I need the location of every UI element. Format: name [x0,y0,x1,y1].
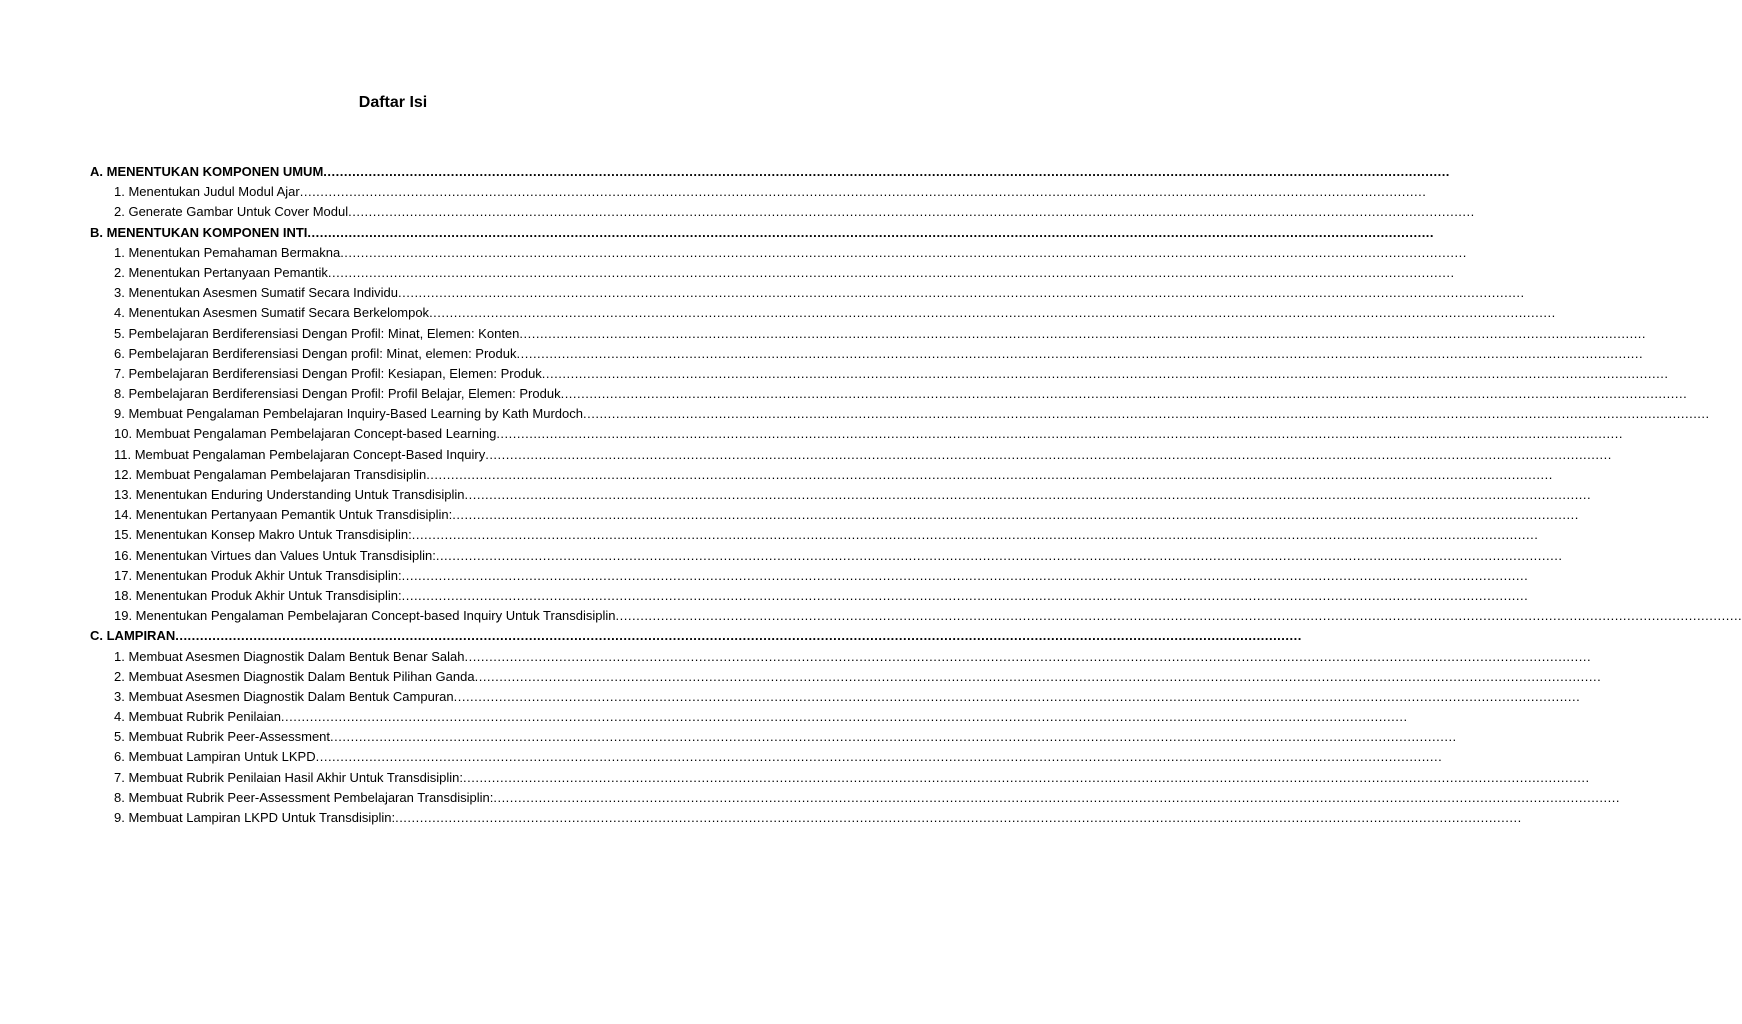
toc-entry[interactable] [0,647,1592,667]
toc-entry-label: 19. Menentukan Pengalaman Pembelajaran Concept-based Inquiry Untuk Transdisiplin [114,608,616,624]
toc-entry[interactable] [0,384,1688,404]
toc-entry[interactable] [0,667,1602,687]
toc-section-label: C. LAMPIRAN [90,628,176,644]
toc-entry[interactable] [0,303,1556,323]
toc-entry-label: 7. Membuat Rubrik Penilaian Hasil Akhir Untuk Transdisiplin: [114,769,463,785]
toc-entry-label: 3. Menentukan Asesmen Sumatif Secara Individu [114,285,398,301]
toc-entry-label: 10. Membuat Pengalaman Pembelajaran Concept-based Learning [114,426,497,442]
dot-leader: .................................................................................................................................................................................................................................................................................. [323,164,1450,179]
toc-entry-label: 6. Pembelajaran Berdiferensiasi Dengan profil: Minat, elemen: Produk [114,345,517,361]
toc-entry[interactable] [0,546,1563,566]
toc-entry-label: 2. Menentukan Pertanyaan Pemantik [114,264,328,280]
toc-entry-label: 13. Menentukan Enduring Understanding Untuk Transdisiplin [114,487,465,502]
toc-entry[interactable] [0,747,1443,767]
toc-entry-label: 4. Menentukan Asesmen Sumatif Secara Berkelompok [114,305,430,321]
dot-leader: .................................................................................................................................................................................................................................................................................. [299,184,1427,200]
dot-leader: .................................................................................................................................................................................................................................................................................. [452,507,1579,523]
toc-entry-label: 5. Membuat Rubrik Peer-Assessment [114,729,331,745]
toc-section-label: A. MENENTUKAN KOMPONEN UMUM [90,164,324,179]
dot-leader: .................................................................................................................................................................................................................................................................................. [516,345,1644,361]
dot-leader: .................................................................................................................................................................................................................................................................................. [474,668,1602,684]
table-of-contents [0,162,1742,828]
toc-entry-label: 1. Membuat Asesmen Diagnostik Dalam Bentuk Benar Salah [114,648,465,664]
toc-entry[interactable] [0,182,1427,202]
toc-entry[interactable] [0,263,1455,283]
toc-entry-label: 1. Menentukan Pemahaman Bermakna [114,244,341,260]
toc-entry-label: 5. Pembelajaran Berdiferensiasi Dengan Profil: Minat, Elemen: Konten [114,325,520,341]
toc-entry[interactable] [0,788,1620,808]
toc-entry[interactable] [0,283,1525,303]
toc-entry-label: 3. Membuat Asesmen Diagnostik Dalam Bentuk Campuran [114,688,454,704]
toc-entry[interactable] [0,404,1710,424]
toc-entry-label: 17. Menentukan Produk Akhir Untuk Transdisiplin: [114,567,402,583]
dot-leader: .................................................................................................................................................................................................................................................................................. [519,325,1647,341]
dot-leader: .................................................................................................................................................................................................................................................................................. [496,426,1623,442]
dot-leader: .................................................................................................................................................................................................................................................................................. [401,567,1529,583]
toc-entry-label: 12. Membuat Pengalaman Pembelajaran Transdisiplin [114,466,427,482]
dot-leader: .................................................................................................................................................................................................................................................................................. [435,547,1563,563]
dot-leader: .................................................................................................................................................................................................................................................................................. [280,709,1408,725]
toc-entry[interactable] [0,485,1592,505]
toc-entry-label: 7. Pembelajaran Berdiferensiasi Dengan Profil: Kesiapan, Elemen: Produk [114,365,542,381]
dot-leader: .................................................................................................................................................................................................................................................................................. [429,305,1556,321]
dot-leader: .................................................................................................................................................................................................................................................................................. [395,810,1522,825]
toc-entry-label: 4. Membuat Rubrik Penilaian [114,709,281,725]
dot-leader: .................................................................................................................................................................................................................................................................................. [411,527,1539,543]
dot-leader: .................................................................................................................................................................................................................................................................................. [426,466,1553,482]
toc-entry[interactable] [0,445,1612,465]
toc-entry[interactable] [0,505,1579,525]
dot-leader: .................................................................................................................................................................................................................................................................................. [327,264,1455,280]
toc-entry[interactable] [0,344,1644,364]
dot-leader: .................................................................................................................................................................................................................................................................................. [615,608,1742,624]
toc-entry[interactable] [0,727,1457,747]
toc-entry-label: 2. Generate Gambar Untuk Cover Modul [114,204,349,220]
dot-leader: .................................................................................................................................................................................................................................................................................. [348,204,1475,220]
toc-entry-label: 14. Menentukan Pertanyaan Pemantik Untuk Transdisiplin: [114,507,453,523]
dot-leader: .................................................................................................................................................................................................................................................................................. [340,244,1467,260]
toc-entry-label: 18. Menentukan Produk Akhir Untuk Transdisiplin: [114,587,402,603]
toc-entry[interactable] [0,324,1647,344]
toc-entry[interactable] [0,202,1475,222]
dot-leader: .................................................................................................................................................................................................................................................................................. [464,487,1592,502]
dot-leader: .................................................................................................................................................................................................................................................................................. [464,648,1592,664]
toc-section-label: B. MENENTUKAN KOMPONEN INTI [90,224,308,240]
page-title: Daftar Isi [358,94,428,111]
dot-leader: .................................................................................................................................................................................................................................................................................. [485,446,1612,462]
toc-entry[interactable] [0,707,1408,727]
dot-leader: .................................................................................................................................................................................................................................................................................. [583,406,1710,422]
dot-leader: .................................................................................................................................................................................................................................................................................. [401,587,1529,603]
toc-entry[interactable] [0,808,1522,828]
toc-entry-label: 15. Menentukan Konsep Makro Untuk Transdisiplin: [114,527,412,543]
toc-entry[interactable] [0,768,1590,788]
toc-section-heading[interactable] [0,626,1302,646]
toc-entry-label: 2. Membuat Asesmen Diagnostik Dalam Bentuk Pilihan Ganda [114,668,475,684]
toc-section-heading[interactable] [0,162,1450,182]
dot-leader: .................................................................................................................................................................................................................................................................................. [453,688,1581,704]
toc-entry-label: 6. Membuat Lampiran Untuk LKPD [114,749,316,765]
toc-entry[interactable] [0,566,1529,586]
toc-entry[interactable] [0,364,1669,384]
dot-leader: .................................................................................................................................................................................................................................................................................. [560,386,1688,402]
toc-entry[interactable] [0,465,1553,485]
dot-leader: .................................................................................................................................................................................................................................................................................. [541,365,1669,381]
toc-entry[interactable] [0,243,1467,263]
toc-entry[interactable] [0,586,1529,606]
dot-leader: .................................................................................................................................................................................................................................................................................. [463,769,1590,785]
toc-entry-label: 16. Menentukan Virtues dan Values Untuk Transdisiplin: [114,547,436,563]
toc-entry-label: 1. Menentukan Judul Modul Ajar [114,184,300,200]
toc-section-heading[interactable] [0,223,1435,243]
toc-entry-label: 9. Membuat Lampiran LKPD Untuk Transdisiplin: [114,810,396,825]
dot-leader: .................................................................................................................................................................................................................................................................................. [175,628,1302,644]
toc-entry-label: 9. Membuat Pengalaman Pembelajaran Inquiry-Based Learning by Kath Murdoch [114,406,583,422]
toc-entry-label: 8. Pembelajaran Berdiferensiasi Dengan Profil: Profil Belajar, Elemen: Produk [114,386,561,402]
toc-entry-label: 8. Membuat Rubrik Peer-Assessment Pembelajaran Transdisiplin: [114,789,494,805]
toc-entry[interactable] [0,525,1539,545]
dot-leader: .................................................................................................................................................................................................................................................................................. [330,729,1457,745]
toc-entry[interactable] [0,687,1581,707]
dot-leader: .................................................................................................................................................................................................................................................................................. [493,789,1620,805]
dot-leader: .................................................................................................................................................................................................................................................................................. [398,285,1525,301]
toc-entry-label: 11. Membuat Pengalaman Pembelajaran Concept-Based Inquiry [114,446,486,462]
toc-entry[interactable] [0,424,1623,444]
toc-entry[interactable] [0,606,1742,626]
dot-leader: .................................................................................................................................................................................................................................................................................. [315,749,1443,765]
dot-leader: .................................................................................................................................................................................................................................................................................. [307,224,1435,240]
